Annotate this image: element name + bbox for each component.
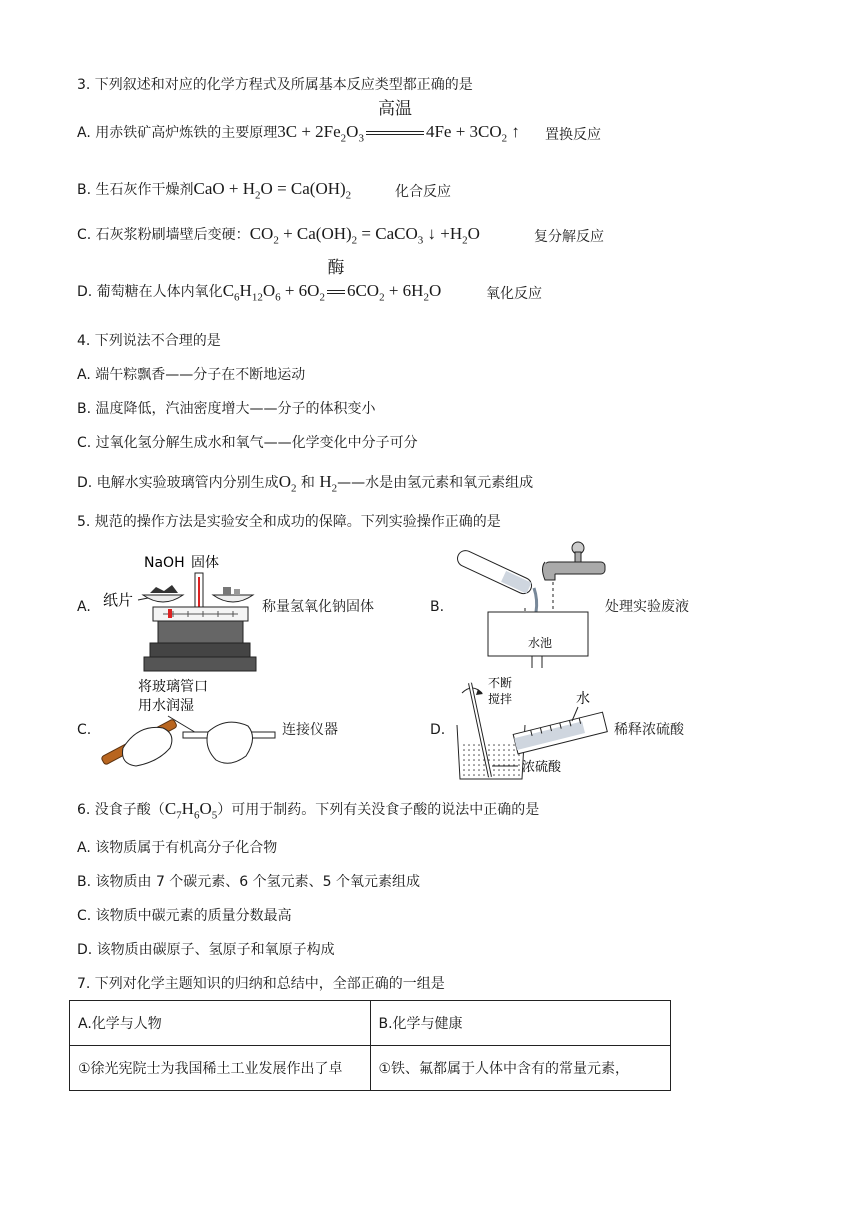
q3-option-d-condition — [327, 258, 345, 302]
q3-option-c — [77, 224, 480, 250]
q7-table — [69, 1000, 671, 1091]
q6-stem-suffix: ）可用于制药。下列有关没食子酸的说法中正确的是 — [217, 802, 540, 818]
q5-option-b-caption: 处理实验废液 — [605, 599, 689, 615]
water-label: 水 — [576, 691, 590, 707]
q3-option-c-equation: $CO_2 + Ca(OH)_2$ = CaCO$_3$ ↓ $+H_2O$ — [249, 224, 480, 247]
q3-option-c-label: C. 石灰浆粉刷墙壁后变硬： — [77, 227, 250, 243]
q5-option-a-letter: A. — [77, 599, 91, 615]
q3-option-a-label: A. 用赤铁矿高炉炼铁的主要原理 — [77, 125, 278, 141]
balance-illustration — [98, 545, 263, 675]
q6-option-a: A. 该物质属于有机高分子化合物 — [77, 840, 278, 856]
q5-option-c-caption: 连接仪器 — [282, 722, 338, 738]
connect-illustration — [98, 676, 283, 776]
q4-stem: 4. 下列说法不合理的是 — [77, 333, 221, 349]
q3-option-b — [77, 179, 351, 205]
q6-option-d: D. 该物质由碳原子、氢原子和氧原子构成 — [77, 942, 335, 958]
q3-option-d: D. 葡萄糖在人体内氧化$C_6H_{12}O_6 + 6O_2$ 酶 $6CO_2 + 6H_2O$ — [77, 258, 442, 304]
q3-option-b-label: B. 生石灰作干燥剂 — [77, 182, 194, 198]
paper-label: 纸片 — [103, 591, 134, 609]
note-line1: 将玻璃管口 — [138, 679, 208, 695]
note-line2: 用水润湿 — [138, 698, 194, 714]
q4-option-d-prefix: D. 电解水实验玻璃管内分别生成 — [77, 475, 279, 491]
stir-line1: 不断 — [488, 676, 513, 690]
q3-option-d-equation: $C_6H_{12}O_6 + 6O_2$ — [222, 281, 325, 304]
q3-option-b-type: 化合反应 — [395, 184, 451, 200]
q3-option-a-condition — [366, 99, 424, 143]
q5-option-d-caption: 稀释浓硫酸 — [614, 722, 684, 738]
acid-label: 浓硫酸 — [522, 760, 562, 775]
q6-option-c: C. 该物质中碳元素的质量分数最高 — [77, 908, 292, 924]
naoh-label: NaOH — [144, 555, 185, 571]
q4-option-d-suffix: ——水是由氢元素和氧元素组成 — [337, 475, 534, 491]
q3-option-b-equation: CaO + $H_2O = Ca(OH)_2$ — [193, 179, 352, 202]
q3-option-a-equation: $3C + 2Fe_2O_3$ — [277, 122, 364, 145]
table-row — [70, 1046, 671, 1091]
q3-stem: 3. 下列叙述和对应的化学方程式及所属基本反应类型都正确的是 — [77, 77, 473, 93]
q3-option-a-condition-text: 高温 — [377, 99, 412, 119]
sink-label: 水池 — [528, 636, 553, 650]
table-row — [70, 1001, 671, 1046]
table-cell: A.化学与人物 — [70, 1001, 371, 1046]
q5-option-b-letter: B. — [430, 599, 445, 615]
q5-option-a-caption: 称量氢氧化钠固体 — [262, 599, 374, 615]
q4-option-c: C. 过氧化氢分解生成水和氧气——化学变化中分子可分 — [77, 435, 418, 451]
q3-option-d-label: D. 葡萄糖在人体内氧化 — [77, 284, 223, 300]
table-cell: B.化学与健康 — [370, 1001, 671, 1046]
q4-option-a: A. 端午粽飘香——分子在不断地运动 — [77, 367, 306, 383]
q7-stem: 7. 下列对化学主题知识的归纳和总结中，全部正确的一组是 — [77, 976, 445, 992]
q5-stem: 5. 规范的操作方法是实验安全和成功的保障。下列实验操作正确的是 — [77, 514, 501, 530]
dilution-illustration — [452, 673, 612, 788]
q3-option-d-type: 氧化反应 — [486, 286, 542, 302]
q3-option-a-type: 置换反应 — [545, 127, 601, 143]
solid-label: 固体 — [191, 555, 219, 571]
q3-option-d-condition-text: 酶 — [327, 258, 345, 278]
table-cell: ①徐光宪院士为我国稀土工业发展作出了卓 — [70, 1046, 371, 1091]
q6-option-b: B. 该物质由 7 个碳元素、6 个氢元素、5 个氧元素组成 — [77, 874, 421, 890]
stir-line2: 搅拌 — [488, 692, 513, 706]
q4-option-d-and: 和 — [300, 475, 315, 491]
q4-option-d: D. 电解水实验玻璃管内分别生成$O_2$ 和 $H_2——$水是由氢元素和氧元素组成 — [77, 472, 534, 495]
q3-option-a: A. 用赤铁矿高炉炼铁的主要原理$3C + 2Fe_2O_3$ 高温 $4Fe + 3CO_2$ ↑ — [77, 99, 520, 145]
q5-option-d-letter: D. — [430, 722, 446, 738]
q5-option-c-letter: C. — [77, 722, 92, 738]
sink-illustration — [450, 540, 610, 670]
table-cell: ①铁、氟都属于人体中含有的常量元素， — [370, 1046, 671, 1091]
q3-option-c-type: 复分解反应 — [534, 229, 604, 245]
q6-stem-prefix: 6. 没食子酸（ — [77, 802, 165, 818]
q6-stem: 6. 没食子酸$(C_7H_6O_5)$可用于制药。下列有关没食子酸的说法中正确的是 — [77, 799, 540, 822]
q4-option-b: B. 温度降低，汽油密度增大——分子的体积变小 — [77, 401, 376, 417]
